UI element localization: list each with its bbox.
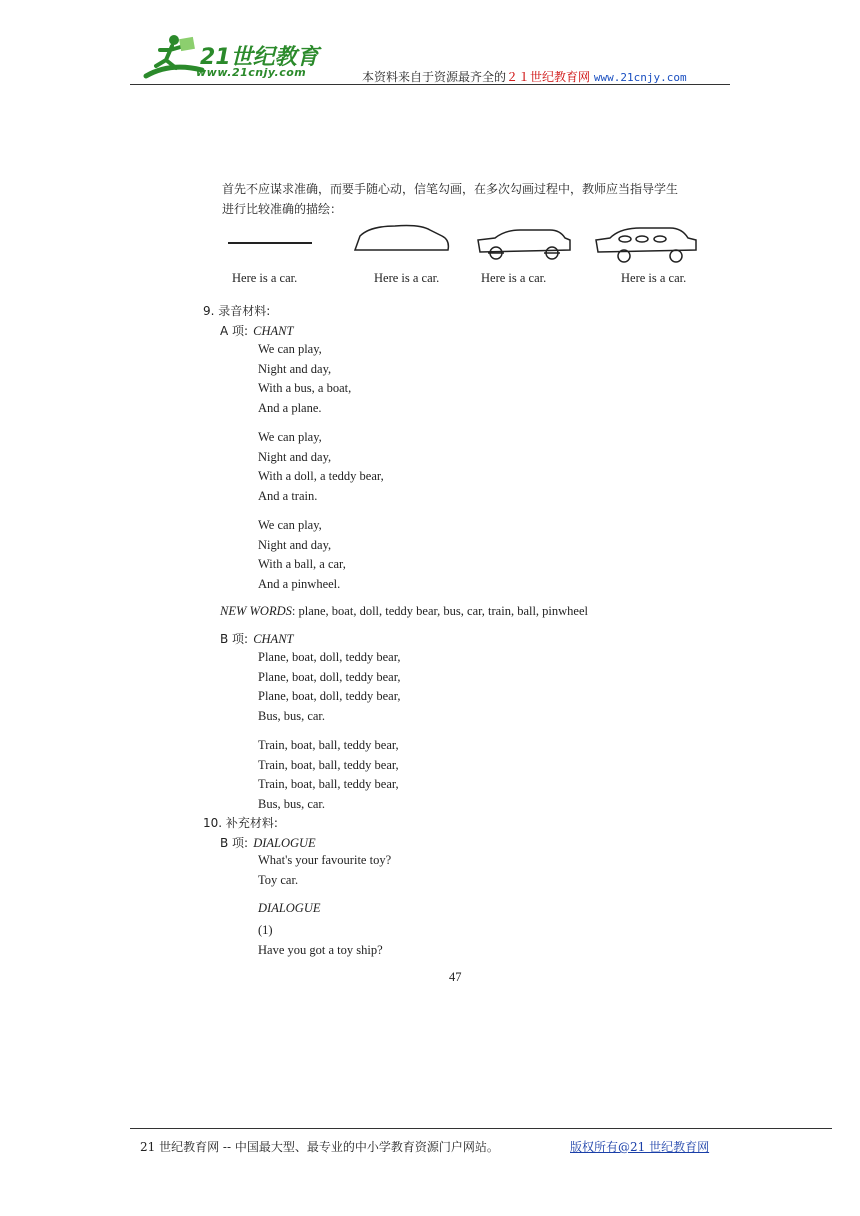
new-words-label: NEW WORDS: [220, 604, 292, 618]
dialogue-1: [258, 851, 391, 890]
header-note-site: ２１世纪教育网: [506, 70, 591, 84]
dialogue-2: [258, 921, 383, 960]
chant-a-stanza-1: [258, 340, 351, 418]
car-caption-3: Here is a car.: [481, 271, 547, 285]
chant-b-stanza-2: [258, 736, 399, 814]
car-drawing-4: [596, 228, 696, 262]
section-9-b-title: CHANT: [253, 632, 294, 646]
footer-copyright-link[interactable]: 版权所有@21 世纪教育网: [570, 1140, 710, 1154]
header-note-url[interactable]: www.21cnjy.com: [593, 71, 687, 84]
dialogue-line: (1): [258, 923, 273, 937]
chant-line: We can play,: [258, 430, 322, 444]
chant-line: Plane, boat, doll, teddy bear,: [258, 669, 401, 684]
section-10-b-label-row: [220, 832, 316, 851]
dialogue-2-title: DIALOGUE: [258, 901, 321, 915]
chant-line: And a plane.: [258, 400, 322, 415]
chant-line: Plane, boat, doll, teddy bear,: [258, 650, 401, 664]
chant-line: Night and day,: [258, 537, 332, 552]
section-10-b-title: DIALOGUE: [253, 836, 316, 850]
logo-text: 21世纪教育: [200, 45, 319, 70]
chant-line: We can play,: [258, 342, 322, 356]
chant-line: Train, boat, ball, teddy bear,: [258, 757, 399, 772]
chant-a-stanza-2: [258, 428, 384, 506]
car-drawings: [220, 218, 710, 268]
section-9-b-label: B 项:: [220, 632, 249, 646]
chant-line: Train, boat, ball, teddy bear,: [258, 777, 399, 791]
dialogue-line: What's your favourite toy?: [258, 853, 392, 867]
chant-a-stanza-3: [258, 516, 346, 594]
chant-line: Plane, boat, doll, teddy bear,: [258, 689, 401, 703]
intro-line-1: 首先不应谋求准确，而要手随心动，信笔勾画，在多次勾画过程中，教师应当指导学生: [222, 182, 679, 196]
footer-text: 21 世纪教育网 -- 中国最大型、最专业的中小学教育资源门户网站。: [140, 1140, 499, 1154]
dialogue-line: Have you got a toy ship?: [258, 942, 383, 957]
chant-line: With a ball, a car,: [258, 557, 346, 571]
section-9-b-label-row: [220, 628, 293, 647]
chant-line: And a train.: [258, 488, 318, 503]
logo-url: www.21cnjy.com: [196, 66, 307, 79]
chant-b-stanza-1: [258, 648, 401, 726]
chant-line: Night and day,: [258, 361, 332, 376]
chant-line: Night and day,: [258, 449, 332, 464]
section-10-heading: 10. 补充材料:: [203, 816, 278, 830]
car-caption-4: Here is a car.: [621, 271, 687, 285]
chant-line: We can play,: [258, 518, 322, 532]
footer-rule: [130, 1128, 832, 1129]
chant-line: And a pinwheel.: [258, 576, 341, 591]
section-9-a-label-row: [220, 320, 293, 339]
new-words-list: : plane, boat, doll, teddy bear, bus, car, train, ball, pinwheel: [291, 604, 589, 618]
chant-line: Train, boat, ball, teddy bear,: [258, 738, 399, 752]
chant-line: Bus, bus, car.: [258, 708, 326, 723]
section-9-a-label: A 项:: [220, 324, 249, 338]
car-drawing-2: [355, 226, 448, 251]
section-9-a-title: CHANT: [253, 324, 294, 338]
page-number: 47: [449, 970, 462, 984]
chant-line: With a doll, a teddy bear,: [258, 469, 384, 483]
car-drawing-3: [478, 230, 570, 259]
chant-line: Bus, bus, car.: [258, 796, 326, 811]
dialogue-line: Toy car.: [258, 872, 299, 887]
header-note-prefix: 本资料来自于资源最齐全的: [362, 70, 507, 84]
header-note: [362, 68, 687, 85]
chant-line: With a bus, a boat,: [258, 381, 352, 395]
intro-line-2: 进行比较准确的描绘：: [222, 202, 343, 216]
car-caption-1: Here is a car.: [232, 271, 298, 285]
section-10-b-label: B 项:: [220, 836, 249, 850]
new-words-row: [220, 604, 588, 619]
section-9-heading: 9. 录音材料:: [203, 304, 271, 318]
car-caption-2: Here is a car.: [374, 271, 440, 285]
